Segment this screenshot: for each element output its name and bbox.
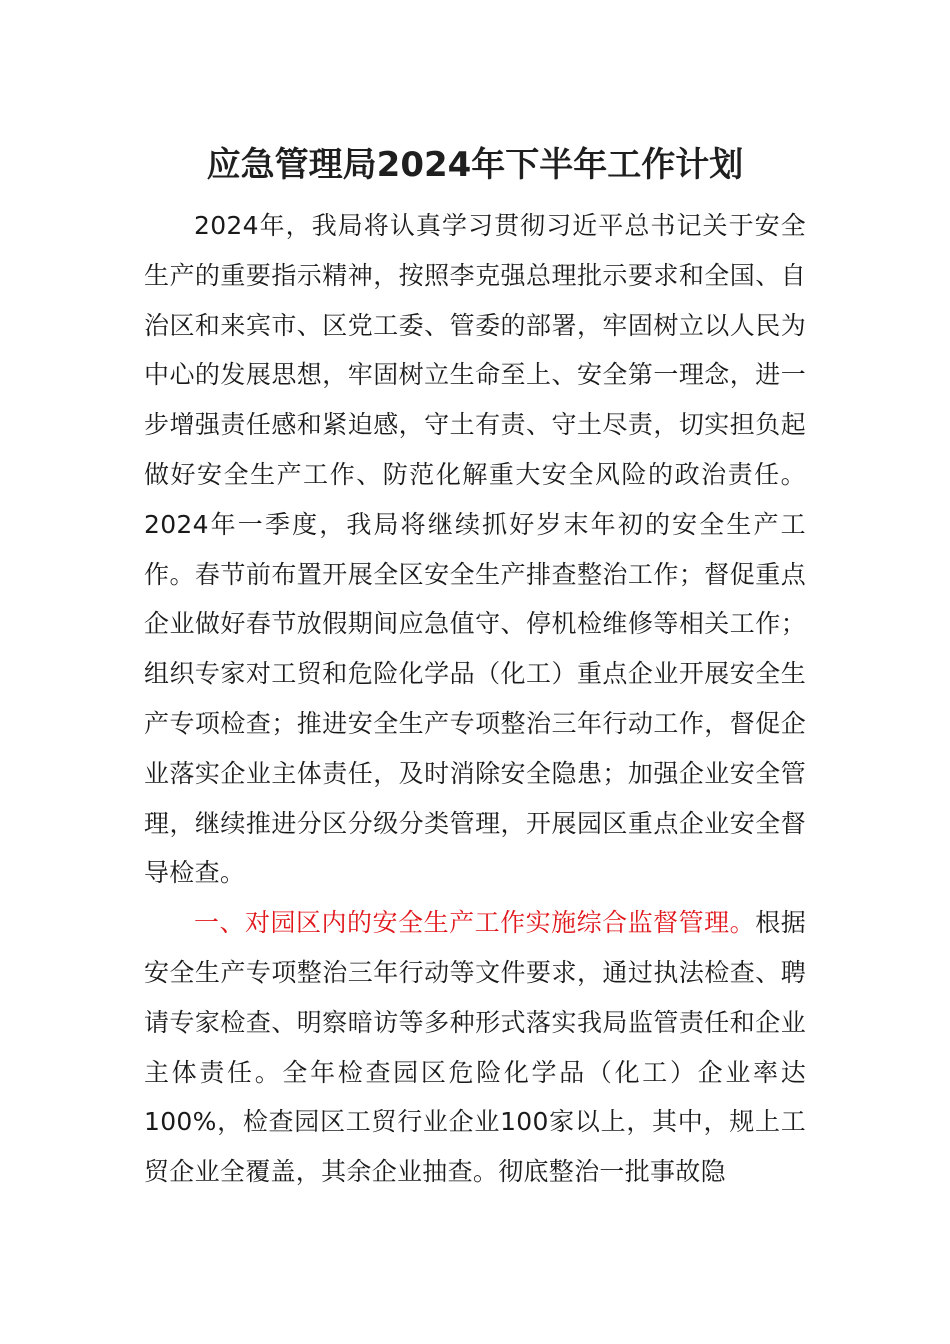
document-body [144,201,806,1197]
section-1-text: 根据安全生产专项整治三年行动等文件要求，通过执法检查、聘请专家检查、明察暗访等多种形式落实我局监管责任和企业主体责任。全年检查园区危险化学品（化工）企业率达100%，检查园区工贸行业企业100家以上，其中，规上工贸企业全覆盖，其余企业抽查。彻底整治一批事故隐 [144,908,806,1187]
document-title: 应急管理局2024年下半年工作计划 [206,145,744,185]
paragraph-intro-text: 2024年，我局将认真学习贯彻习近平总书记关于安全生产的重要指示精神，按照李克强总理批示要求和全国、自治区和来宾市、区党工委、管委的部署，牢固树立以人民为中心的发展思想，牢固树立生命至上、安全第一理念，进一步增强责任感和紧迫感，守土有责、守土尽责，切实担负起做好安全生产工作、防范化解重大安全风险的政治责任。2024年一季度，我局将继续抓好岁末年初的安全生产工作。春节前布置开展全区安全生产排查整治工作；督促重点企业做好春节放假期间应急值守、停机检维修等相关工作；组织专家对工贸和危险化学品（化工）重点企业开展安全生产专项检查；推进安全生产专项整治三年行动工作，督促企业落实企业主体责任，及时消除安全隐患；加强企业安全管理，继续推进分区分级分类管理，开展园区重点企业安全督导检查。 [144,211,806,888]
paragraph-intro [144,201,806,898]
section-1-heading: 一、对园区内的安全生产工作实施综合监督管理。 [194,908,756,938]
paragraph-section-1 [144,898,806,1197]
